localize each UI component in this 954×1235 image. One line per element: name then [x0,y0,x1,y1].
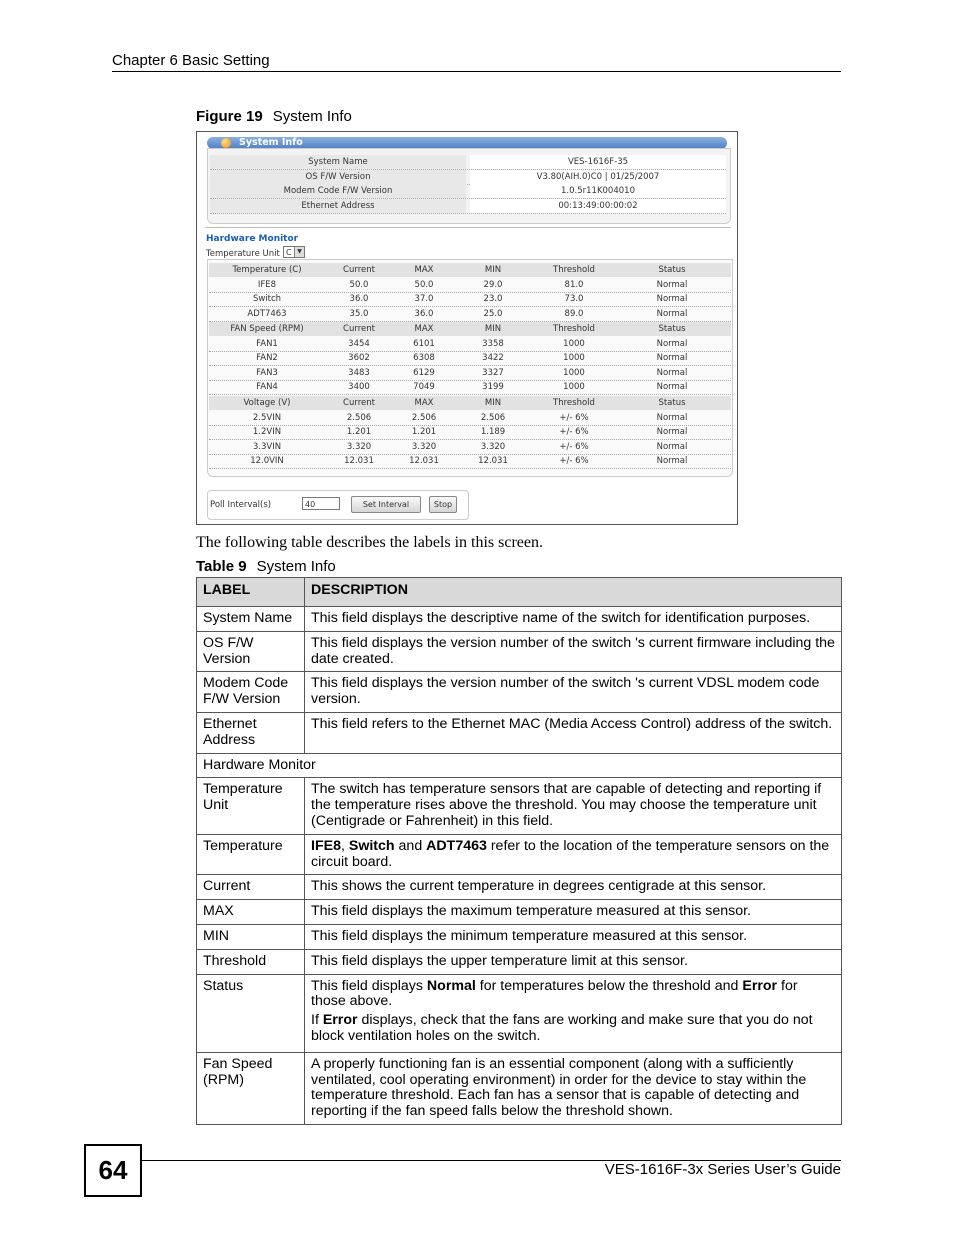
hw-cell: 3327 [482,368,504,378]
hw-cell: Normal [656,382,688,392]
bold-term: IFE8 [311,837,341,854]
description-text: displays, check that the fans are working and make sure that you do not block ventilation holes on the switch. [311,1012,813,1044]
chapter-header: Chapter 6 Basic Setting [112,52,270,69]
hw-cell: 3358 [482,339,504,349]
hw-cell: 6129 [413,368,435,378]
table-row [197,834,842,875]
hw-header-cell: Threshold [553,265,595,275]
hw-header-cell: Current [343,324,375,334]
hw-header-row [209,322,731,336]
hw-data-row [209,425,731,440]
hw-cell: FAN2 [256,353,278,363]
description-text: for those above. [311,977,798,1010]
label-cell: Temperature Unit [197,778,305,834]
description-text: This field displays [311,977,427,994]
system-info-row [210,184,726,199]
table-row [197,1052,842,1124]
bold-term: ADT7463 [426,837,487,854]
hw-cell: +/- 6% [559,413,589,423]
hardware-monitor-title: Hardware Monitor [206,234,299,244]
page-number: 64 [84,1144,142,1197]
system-info-value: 1.0.5r11K004010 [470,184,726,198]
label-cell: MAX [197,900,305,925]
table-title: System Info [256,558,336,575]
hw-data-row [209,411,731,426]
hw-data-row [209,351,731,366]
hw-cell: 81.0 [564,280,584,290]
description-cell: This field refers to the Ethernet MAC (Media Access Control) address of the switch. [305,712,842,753]
bold-term: Error [322,1012,358,1029]
hw-header-cell: MAX [414,265,434,275]
table-label: Table 9 [196,558,247,575]
description-cell [305,834,842,875]
hw-cell: 12.031 [478,456,508,466]
hw-cell: Normal [656,456,688,466]
hw-cell: FAN3 [256,368,278,378]
hw-cell: ADT7463 [247,309,287,319]
table-row [197,672,842,713]
hw-cell: 3454 [348,339,370,349]
description-table [196,577,842,1125]
system-info-panel [207,148,731,224]
description-cell: A properly functioning fan is an essential component (along with a sufficiently ventilated, cool operating environment) in order for the device to stay within the temperature threshold. Each fan has a sensor that is capable of detecting and reporting if the fan speed falls below the threshold shown. [305,1052,842,1124]
hw-data-row [209,366,731,381]
hw-cell: Normal [656,294,688,304]
description-cell: This field displays the descriptive name of the switch for identification purposes. [305,607,842,632]
hw-cell: 1.2VIN [252,427,282,437]
figure-label: Figure 19 [196,108,263,125]
hw-header-cell: Threshold [553,398,595,408]
bold-term: Normal [426,977,476,994]
hw-cell: Normal [656,368,688,378]
description-text: for temperatures below the threshold and [475,977,743,994]
system-info-key: System Name [210,155,466,169]
description-paragraph [311,1013,835,1045]
hw-cell: 89.0 [564,309,584,319]
table-row [197,778,842,834]
poll-interval-label: Poll Interval(s) [210,500,272,510]
hw-cell: 1000 [563,339,585,349]
stop-button[interactable]: Stop [429,496,457,513]
hw-header-cell: Threshold [553,324,595,334]
figure-caption [196,108,352,125]
hw-cell: 3199 [482,382,504,392]
hw-cell: 1.201 [411,427,437,437]
description-paragraph [311,979,835,1011]
hw-cell: 23.0 [483,294,503,304]
system-info-row [210,170,726,185]
hw-cell: 3.320 [480,442,506,452]
hw-cell: FAN1 [256,339,278,349]
label-cell: Temperature [197,834,305,875]
set-interval-button[interactable]: Set Interval [351,496,421,513]
intro-text: The following table describes the labels in this screen. [196,534,544,551]
bold-term: Error [742,977,778,994]
hw-cell: 2.506 [346,413,372,423]
description-column-header: DESCRIPTION [305,578,842,607]
divider [205,227,731,228]
hw-data-row [209,440,731,455]
label-cell: Threshold [197,949,305,974]
system-info-screenshot [196,131,738,525]
description-cell: This field displays the minimum temperature measured at this sensor. [305,924,842,949]
hw-header-cell: MAX [414,398,434,408]
label-cell: Status [197,974,305,1052]
hw-cell: 73.0 [564,294,584,304]
hw-cell: 1.201 [346,427,372,437]
hw-cell: 12.031 [409,456,439,466]
table-caption [196,558,336,575]
hw-cell: 2.506 [411,413,437,423]
description-text: If [311,1012,323,1029]
system-info-value: 00:13:49:00:00:02 [470,199,726,213]
hw-cell: Normal [656,353,688,363]
label-cell: MIN [197,924,305,949]
hw-cell: +/- 6% [559,442,589,452]
hw-header-cell: MIN [484,265,502,275]
label-cell: Fan Speed (RPM) [197,1052,305,1124]
orb-icon [221,138,231,148]
hw-cell: 7049 [413,382,435,392]
hw-cell: 2.5VIN [252,413,282,423]
description-cell: This field displays the maximum temperature measured at this sensor. [305,900,842,925]
hw-cell: IFE8 [257,280,277,290]
label-cell: OS F/W Version [197,631,305,672]
system-info-key: Ethernet Address [210,199,466,213]
hw-cell: Normal [656,427,688,437]
label-cell: System Name [197,607,305,632]
hw-cell: FAN4 [256,382,278,392]
poll-interval-panel [207,490,469,520]
system-info-row [210,199,726,214]
poll-interval-input[interactable]: 40 [302,497,340,510]
header-rule [112,71,841,72]
figure-title: System Info [272,108,352,125]
hw-header-cell: Status [658,265,686,275]
hw-cell: Normal [656,309,688,319]
hw-cell: 3400 [348,382,370,392]
description-cell: The switch has temperature sensors that are capable of detecting and reporting if the temperature rises above the threshold. You may choose the temperature unit (Centigrade or Fahrenheit) in this field. [305,778,842,834]
description-cell [305,974,842,1052]
table-row [197,607,842,632]
hw-cell: 6308 [413,353,435,363]
hw-cell: 3.3VIN [252,442,282,452]
description-cell: This field displays the version number of the switch 's current firmware including the date created. [305,631,842,672]
hw-header-cell: MIN [484,398,502,408]
label-cell: Modem Code F/W Version [197,672,305,713]
table-row [197,900,842,925]
description-cell: This shows the current temperature in degrees centigrade at this sensor. [305,875,842,900]
hw-cell: 35.0 [349,309,369,319]
description-text: , [340,837,349,854]
hw-cell: 50.0 [349,280,369,290]
hw-cell: +/- 6% [559,427,589,437]
hw-data-row [209,292,731,307]
hw-cell: Normal [656,442,688,452]
hw-cell: 36.0 [349,294,369,304]
hw-header-cell: MAX [414,324,434,334]
hw-data-row [209,380,731,395]
hw-cell: 37.0 [414,294,434,304]
table-row [197,753,842,778]
hw-data-row [209,307,731,322]
chevron-down-icon: ▼ [294,247,304,257]
hw-cell: 29.0 [483,280,503,290]
system-info-row [210,155,726,170]
hw-header-cell: Voltage (V) [243,398,291,408]
hw-cell: 3.320 [346,442,372,452]
hw-cell: Normal [656,413,688,423]
temperature-unit-label: Temperature Unit [206,249,280,259]
hw-header-cell: Status [658,324,686,334]
table-row [197,924,842,949]
hw-cell: 3.320 [411,442,437,452]
hw-cell: 12.031 [344,456,374,466]
table-row [197,631,842,672]
hw-cell: 1000 [563,382,585,392]
hw-header-cell: MIN [484,324,502,334]
hw-header-cell: FAN Speed (RPM) [230,324,304,334]
hw-cell: 36.0 [414,309,434,319]
guide-title: VES-1616F-3x Series User’s Guide [604,1161,841,1178]
hw-cell: +/- 6% [559,456,589,466]
table-row [197,875,842,900]
hw-header-cell: Status [658,398,686,408]
hw-header-cell: Temperature (C) [232,265,302,275]
hw-cell: 1000 [563,353,585,363]
hw-cell: 50.0 [414,280,434,290]
system-info-key: OS F/W Version [210,170,466,184]
table-row [197,949,842,974]
table-row [197,712,842,753]
hw-cell: 1000 [563,368,585,378]
bold-term: Switch [348,837,395,854]
hw-cell: 1.189 [480,427,506,437]
description-text: refer to the location of the temperature sensors on the circuit board. [311,837,830,870]
section-cell: Hardware Monitor [197,753,842,778]
hw-header-cell: Current [343,398,375,408]
hw-cell: 3602 [348,353,370,363]
hw-cell: 6101 [413,339,435,349]
hw-cell: 3483 [348,368,370,378]
hw-cell: 2.506 [480,413,506,423]
temperature-unit-value: C [286,248,292,257]
system-info-tab-label: System Info [239,137,303,148]
description-cell: This field displays the version number of the switch 's current VDSL modem code version. [305,672,842,713]
hw-cell: 25.0 [483,309,503,319]
hw-header-cell: Current [343,265,375,275]
hw-cell: Normal [656,280,688,290]
hardware-monitor-table [207,259,733,477]
system-info-value: VES-1616F-35 [470,155,726,169]
label-column-header: LABEL [197,578,305,607]
table-row [197,974,842,1052]
hw-cell: 12.0VIN [250,456,284,466]
hw-data-row [209,278,731,293]
label-cell: Ethernet Address [197,712,305,753]
hw-data-row [209,337,731,352]
hw-cell: Switch [252,294,282,304]
hw-header-row [209,396,731,410]
table-header-row [197,578,842,607]
system-info-value: V3.80(AIH.0)C0 | 01/25/2007 [470,170,726,184]
description-cell: This field displays the upper temperature limit at this sensor. [305,949,842,974]
hw-cell: Normal [656,339,688,349]
system-info-key: Modem Code F/W Version [210,184,466,198]
temperature-unit-select[interactable] [283,246,305,258]
label-cell: Current [197,875,305,900]
hw-data-row [209,454,731,469]
hw-header-row [209,263,731,277]
description-text: and [394,837,427,854]
hw-cell: 3422 [482,353,504,363]
